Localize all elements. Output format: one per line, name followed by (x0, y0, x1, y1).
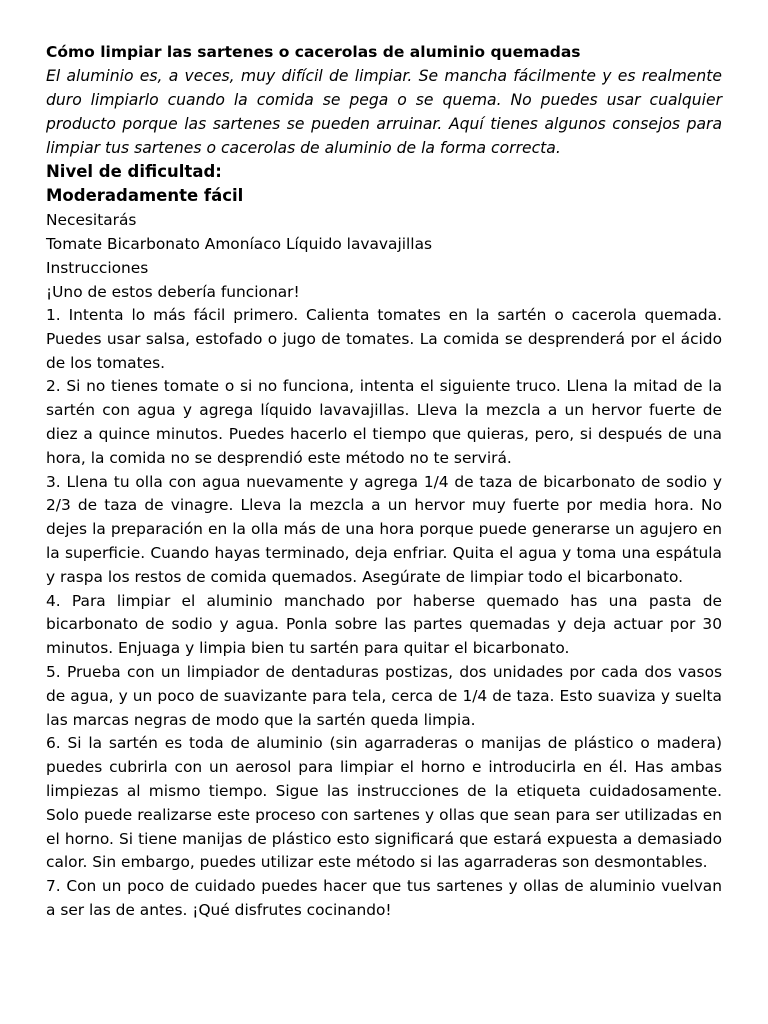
step-7: 7. Con un poco de cuidado puedes hacer que tus sartenes y ollas de aluminio vuelvan a ser las de antes. ¡Qué disfrutes cocinando! (46, 877, 722, 919)
step-1: 1. Intenta lo más fácil primero. Calienta tomates en la sartén o cacerola quemada. Puedes usar salsa, estofado o jugo de tomates. La comida se desprenderá por el ácido de los tomates. (46, 306, 722, 372)
step-5: 5. Prueba con un limpiador de dentaduras postizas, dos unidades por cada dos vasos de agua, y un poco de suavizante para tela, cerca de 1/4 de taza. Esto suaviza y suelta las marcas negras de modo que la sartén queda limpia. (46, 662, 722, 729)
instructions-lead: ¡Uno de estos debería funcionar! (46, 283, 300, 301)
step-4: 4. Para limpiar el aluminio manchado por haberse quemado has una pasta de bicarbonato de sodio y agua. Ponla sobre las partes quemadas y deja actuar por 30 minutos. Enjuaga y limpia bien tu sartén para quitar el bicarbonato. (46, 591, 722, 658)
step-2: 2. Si no tienes tomate o si no funciona, intenta el siguiente truco. Llena la mitad de la sartén con agua y agrega líquido lavavajillas. Lleva la mezcla a un hervor fuerte de diez a quince minutos. Puedes hacerlo el tiempo que quieras, pero, si después de una hora, la comida no se desprendió este método no te servirá. (46, 377, 722, 467)
needs-heading: Necesitarás (46, 211, 137, 229)
step-6: 6. Si la sartén es toda de aluminio (sin agarraderas o manijas de plástico o madera) puedes cubrirla con un aerosol para limpiar el horno e introducirla en él. Has ambas limpiezas al mismo tiempo. Sigue las instrucciones de la etiqueta cuidadosamente. Solo puede realizarse este proceso con sartenes y ollas que sean para ser utilizadas en el horno. Si tiene manijas de plástico esto significará que estará expuesta a demasiado calor. Sin embargo, puedes utilizar este método si las agarraderas son desmontables. (46, 734, 722, 872)
difficulty-label: Nivel de dificultad: (46, 162, 222, 181)
step-3: 3. Llena tu olla con agua nuevamente y agrega 1/4 de taza de bicarbonato de sodio y 2/3 de taza de vinagre. Lleva la mezcla a un hervor muy fuerte por media hora. No dejes la preparación en la olla más de una hora porque puede generarse un agujero en la superficie. Cuando hayas terminado, deja enfriar. Quita el agua y toma una espátula y raspa los restos de comida quemados. Asegúrate de limpiar todo el bicarbonato. (46, 472, 722, 586)
instructions-heading: Instrucciones (46, 259, 149, 277)
document-title: Cómo limpiar las sartenes o cacerolas de aluminio quemadas (46, 43, 581, 61)
needs-items: Tomate Bicarbonato Amoníaco Líquido lavavajillas (46, 235, 433, 253)
intro-paragraph: El aluminio es, a veces, muy difícil de limpiar. Se mancha fácilmente y es realmente duro limpiarlo cuando la comida se pega o se quema. No puedes usar cualquier producto porque las sartenes se pueden arruinar. Aquí tienes algunos consejos para limpiar tus sartenes o cacerolas de aluminio de la forma correcta. (46, 67, 722, 157)
difficulty-value: Moderadamente fácil (46, 186, 244, 205)
